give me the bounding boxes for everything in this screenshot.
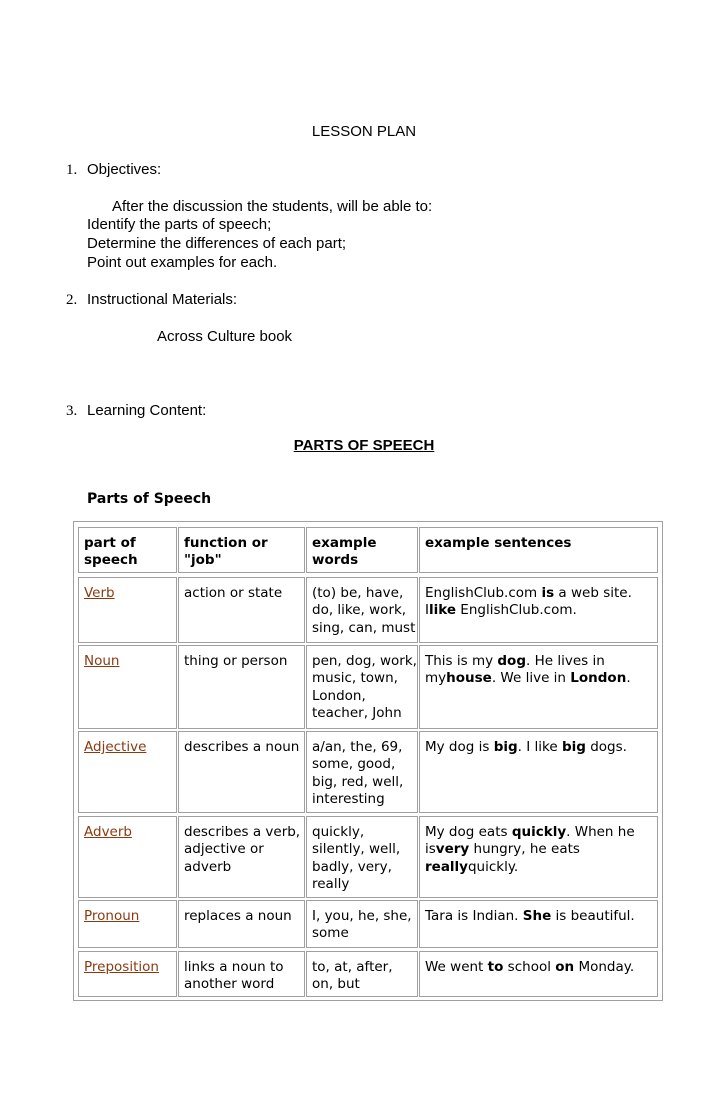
sentence-text: . [626,670,631,687]
section-1-label: Objectives: [87,161,162,178]
table-cell-examples: to, at, after, on, but [306,951,418,997]
verb-link[interactable]: Verb [84,585,115,601]
noun-link[interactable]: Noun [84,653,120,669]
sentence-text: We went [425,959,488,975]
table-cell-function: describes a verb, adjective or adverb [178,816,305,898]
section-1-number: 1. [66,162,78,178]
table-cell-sentence [419,645,658,729]
sentence-emphasis: big [493,739,518,755]
objective-item: Determine the differences of each part; [87,235,347,252]
table-row-adjective-part [78,731,177,813]
sentence-text: . I like [517,739,562,755]
table-cell-examples: (to) be, have, do, like, work, sing, can, must [306,577,418,643]
sentence-text: dogs. [585,739,627,755]
sentence-text: school [503,959,556,975]
header-cell: function or "job" [178,527,305,573]
pronoun-link[interactable]: Pronoun [84,908,140,924]
sentence-text: EnglishClub.com. [456,602,577,619]
objective-item: Point out examples for each. [87,254,278,271]
page-title: LESSON PLAN [311,123,417,140]
table-cell-sentence [419,900,658,948]
header-cell: part of speech [78,527,177,573]
sentence-text: hungry, he eats [469,841,580,858]
sentence-text: This is my [425,653,498,669]
sentence-emphasis: London [570,670,627,687]
sentence-emphasis: really [425,858,468,875]
sentence-emphasis: big [561,739,586,755]
sentence-emphasis: on [555,959,575,975]
table-cell-sentence [419,816,658,898]
sentence-text: . He lives in my [425,653,605,687]
sentence-emphasis: to [487,959,504,975]
table-row-preposition-part [78,951,177,997]
table-cell-sentence [419,577,658,643]
sentence-text: My dog eats [425,824,512,840]
sentence-text: Tara is Indian. [425,908,523,924]
table-row-pronoun-part [78,900,177,948]
table-caption: Parts of Speech [87,491,212,507]
sentence-text: EnglishClub.com [425,585,542,601]
objective-item: Identify the parts of speech; [87,216,272,233]
table-cell-examples: pen, dog, work, music, town, London, teacher, John [306,645,418,729]
sentence-emphasis: quickly [511,824,567,840]
sentence-text: . When he is [425,824,635,858]
header-cell: example words [306,527,418,573]
table-cell-function: replaces a noun [178,900,305,948]
parts-of-speech-table [73,521,663,1001]
objectives-intro: After the discussion the students, will be able to: [112,198,433,215]
adjective-link[interactable]: Adjective [84,739,147,755]
table-row-adverb-part [78,816,177,898]
sentence-text: . We live in [491,670,571,687]
table-cell-function: action or state [178,577,305,643]
sentence-text: is beautiful. [551,908,635,924]
materials-text: Across Culture book [157,328,293,345]
sentence-emphasis: house [446,670,492,687]
sentence-emphasis: is [541,585,555,601]
table-cell-examples: quickly, silently, well, badly, very, really [306,816,418,898]
sentence-text: quickly. [467,858,519,875]
table-cell-function: describes a noun [178,731,305,813]
table-row-verb-part [78,577,177,643]
preposition-link[interactable]: Preposition [84,959,159,975]
adverb-link[interactable]: Adverb [84,824,132,840]
content-heading: PARTS OF SPEECH [293,437,435,454]
section-2-label: Instructional Materials: [87,291,238,308]
table-cell-examples: I, you, he, she, some [306,900,418,948]
sentence-text: Monday. [574,959,635,975]
table-cell-function: links a noun to another word [178,951,305,997]
table-row-noun-part [78,645,177,729]
section-3-label: Learning Content: [87,402,207,419]
sentence-text: a web site. I [425,585,632,619]
table-cell-sentence [419,731,658,813]
sentence-emphasis: dog [497,653,526,669]
sentence-emphasis: She [522,908,552,924]
sentence-emphasis: very [435,841,470,858]
table-cell-function: thing or person [178,645,305,729]
sentence-emphasis: like [428,602,457,619]
table-cell-sentence [419,951,658,997]
sentence-text: My dog is [425,739,494,755]
header-cell: example sentences [419,527,658,573]
section-3-number: 3. [66,403,78,419]
table-cell-examples: a/an, the, 69, some, good, big, red, well, interesting [306,731,418,813]
section-2-number: 2. [66,292,78,308]
